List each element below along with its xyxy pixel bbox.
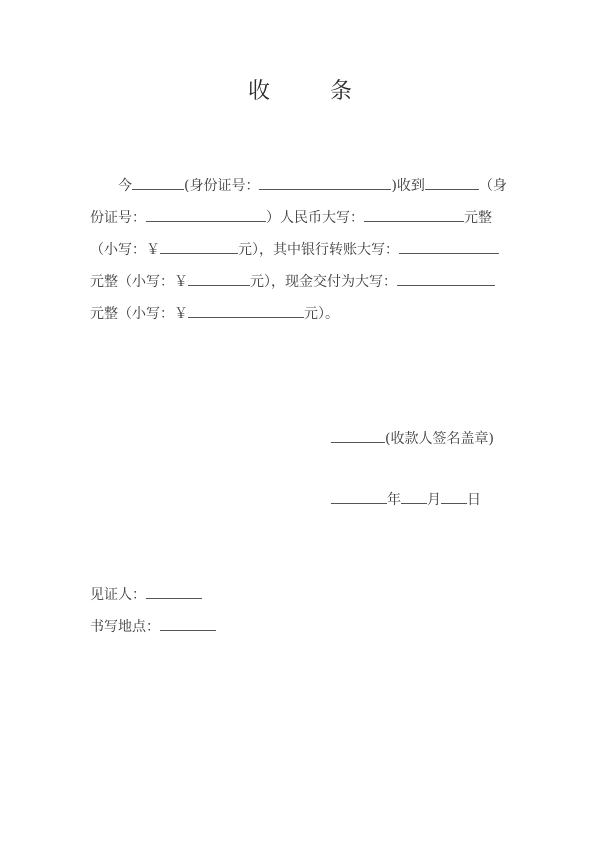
blank-cash-lower[interactable] xyxy=(188,303,304,318)
para-line-5 xyxy=(90,303,339,323)
blank-payee-id[interactable] xyxy=(146,207,266,222)
date-day-label: 日 xyxy=(467,492,481,508)
blank-amount-upper[interactable] xyxy=(364,207,464,222)
blank-witness[interactable] xyxy=(146,584,202,599)
text-received: )收到 xyxy=(391,178,425,194)
place-line xyxy=(90,616,216,636)
para-line-3 xyxy=(90,239,499,259)
blank-payee-name[interactable] xyxy=(425,175,479,190)
text-shen: （身 xyxy=(478,178,507,194)
place-label: 书写地点： xyxy=(90,619,160,635)
text-end: 元）。 xyxy=(304,306,339,322)
text-id-label-2: 份证号： xyxy=(90,210,146,226)
blank-bank-lower[interactable] xyxy=(188,271,250,286)
date-line xyxy=(331,489,481,509)
text-bank-transfer: 元），其中银行转账大写： xyxy=(238,242,399,258)
text-cash: 元），现金交付为大写： xyxy=(250,274,397,290)
blank-payer-id[interactable] xyxy=(259,175,391,190)
blank-cash-upper[interactable] xyxy=(397,271,495,286)
signature-label: (收款人签名盖章) xyxy=(385,431,494,447)
blank-place[interactable] xyxy=(160,616,216,631)
text-rmb-upper: ）人民币大写： xyxy=(266,210,364,226)
text-lower-2: 元整（小写：￥ xyxy=(90,274,188,290)
document-title xyxy=(0,74,600,105)
text-id-label-1: (身份证号： xyxy=(184,178,260,194)
date-year-label: 年 xyxy=(387,492,401,508)
blank-payer-name[interactable] xyxy=(132,175,184,190)
para-line-1 xyxy=(118,175,507,195)
signature-line xyxy=(331,428,494,448)
para-line-2 xyxy=(90,207,492,227)
text-lower-3: 元整（小写：￥ xyxy=(90,306,188,322)
witness-label: 见证人： xyxy=(90,587,146,603)
blank-amount-lower[interactable] xyxy=(160,239,238,254)
date-month-label: 月 xyxy=(427,492,441,508)
witness-line xyxy=(90,584,202,604)
text-jin: 今 xyxy=(118,178,132,194)
text-lower-1: （小写：￥ xyxy=(90,242,160,258)
blank-month[interactable] xyxy=(401,489,427,504)
blank-signature[interactable] xyxy=(331,428,385,443)
blank-day[interactable] xyxy=(441,489,467,504)
para-line-4 xyxy=(90,271,495,291)
blank-bank-upper[interactable] xyxy=(399,239,499,254)
text-yuan-zheng-1: 元整 xyxy=(464,210,492,226)
title-char-2: 条 xyxy=(330,79,353,104)
blank-year[interactable] xyxy=(331,489,387,504)
title-char-1: 收 xyxy=(247,79,270,104)
